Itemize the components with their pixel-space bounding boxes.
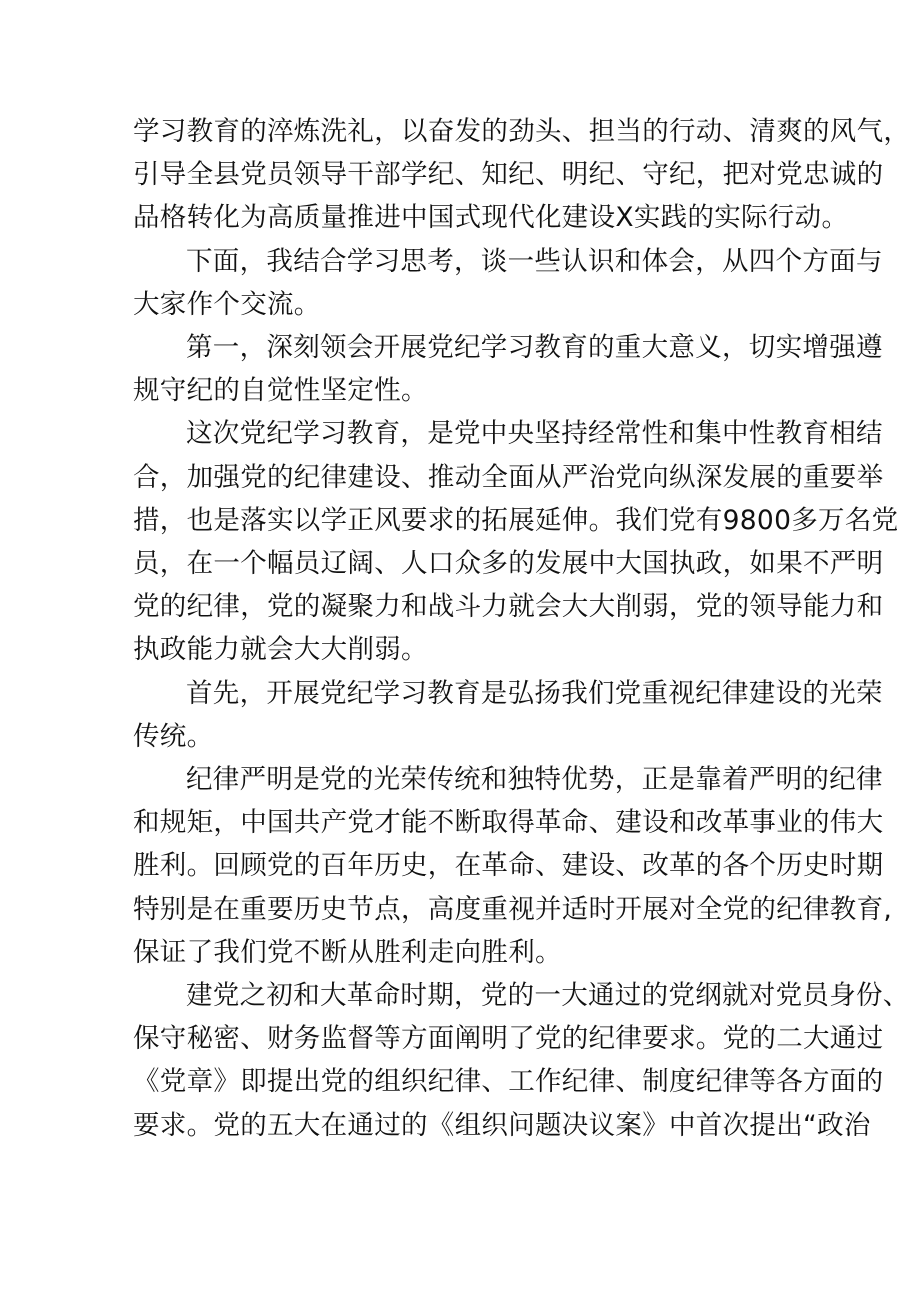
paragraph — [133, 110, 911, 240]
paragraph — [133, 412, 899, 671]
text-line: 《党章》即提出党的组织纪律、工作纪律、制度纪律等各方面的 — [133, 1066, 884, 1098]
paragraph — [133, 974, 910, 1147]
paragraph — [133, 240, 883, 326]
text-line: 品格转化为高质量推进中国式现代化建设X实践的实际行动。 — [133, 202, 849, 234]
document-body — [133, 110, 911, 1147]
text-line: 保守秘密、财务监督等方面阐明了党的纪律要求。党的二大通过 — [133, 1023, 884, 1055]
text-line: 大家作个交流。 — [133, 288, 321, 320]
text-line: 引导全县党员领导干部学纪、知纪、明纪、守纪，把对党忠诚的 — [133, 159, 884, 191]
text-line: 下面，我结合学习思考，谈一些认识和体会，从四个方面与 — [186, 245, 883, 277]
text-line: 纪律严明是党的光荣传统和独特优势，正是靠着严明的纪律 — [186, 764, 883, 796]
text-line: 特别是在重要历史节点，高度重视并适时开展对全党的纪律教育, — [133, 893, 893, 925]
text-line: 保证了我们党不断从胜利走向胜利。 — [133, 936, 562, 968]
text-line: 和规矩，中国共产党才能不断取得革命、建设和改革事业的伟大 — [133, 807, 884, 839]
text-line: 要求。党的五大在通过的《组织问题决议案》中首次提出“政治 — [133, 1109, 871, 1141]
paragraph — [133, 672, 883, 758]
text-line: 学习教育的淬炼洗礼，以奋发的劲头、担当的行动、清爽的风气， — [133, 116, 911, 147]
text-line: 党的纪律，党的凝聚力和战斗力就会大大削弱，党的领导能力和 — [133, 591, 884, 623]
paragraph — [133, 326, 883, 412]
text-line: 合，加强党的纪律建设、推动全面从严治党向纵深发展的重要举 — [133, 461, 884, 493]
text-line: 胜利。回顾党的百年历史，在革命、建设、改革的各个历史时期 — [133, 850, 884, 882]
paragraph — [133, 758, 893, 974]
text-line: 执政能力就会大大削弱。 — [133, 634, 428, 666]
text-line: 首先，开展党纪学习教育是弘扬我们党重视纪律建设的光荣 — [186, 677, 883, 709]
text-line: 规守纪的自觉性坚定性。 — [133, 375, 428, 407]
text-line: 传统。 — [133, 720, 214, 752]
text-line: 第一，深刻领会开展党纪学习教育的重大意义，切实增强遵 — [186, 332, 883, 364]
text-line: 员，在一个幅员辽阔、人口众多的发展中大国执政，如果不严明 — [133, 548, 884, 580]
text-line: 建党之初和大革命时期，党的一大通过的党纲就对党员身份、 — [186, 980, 910, 1012]
text-line: 这次党纪学习教育，是党中央坚持经常性和集中性教育相结 — [186, 418, 883, 450]
text-line: 措，也是落实以学正风要求的拓展延伸。我们党有9800多万名党 — [133, 504, 899, 536]
